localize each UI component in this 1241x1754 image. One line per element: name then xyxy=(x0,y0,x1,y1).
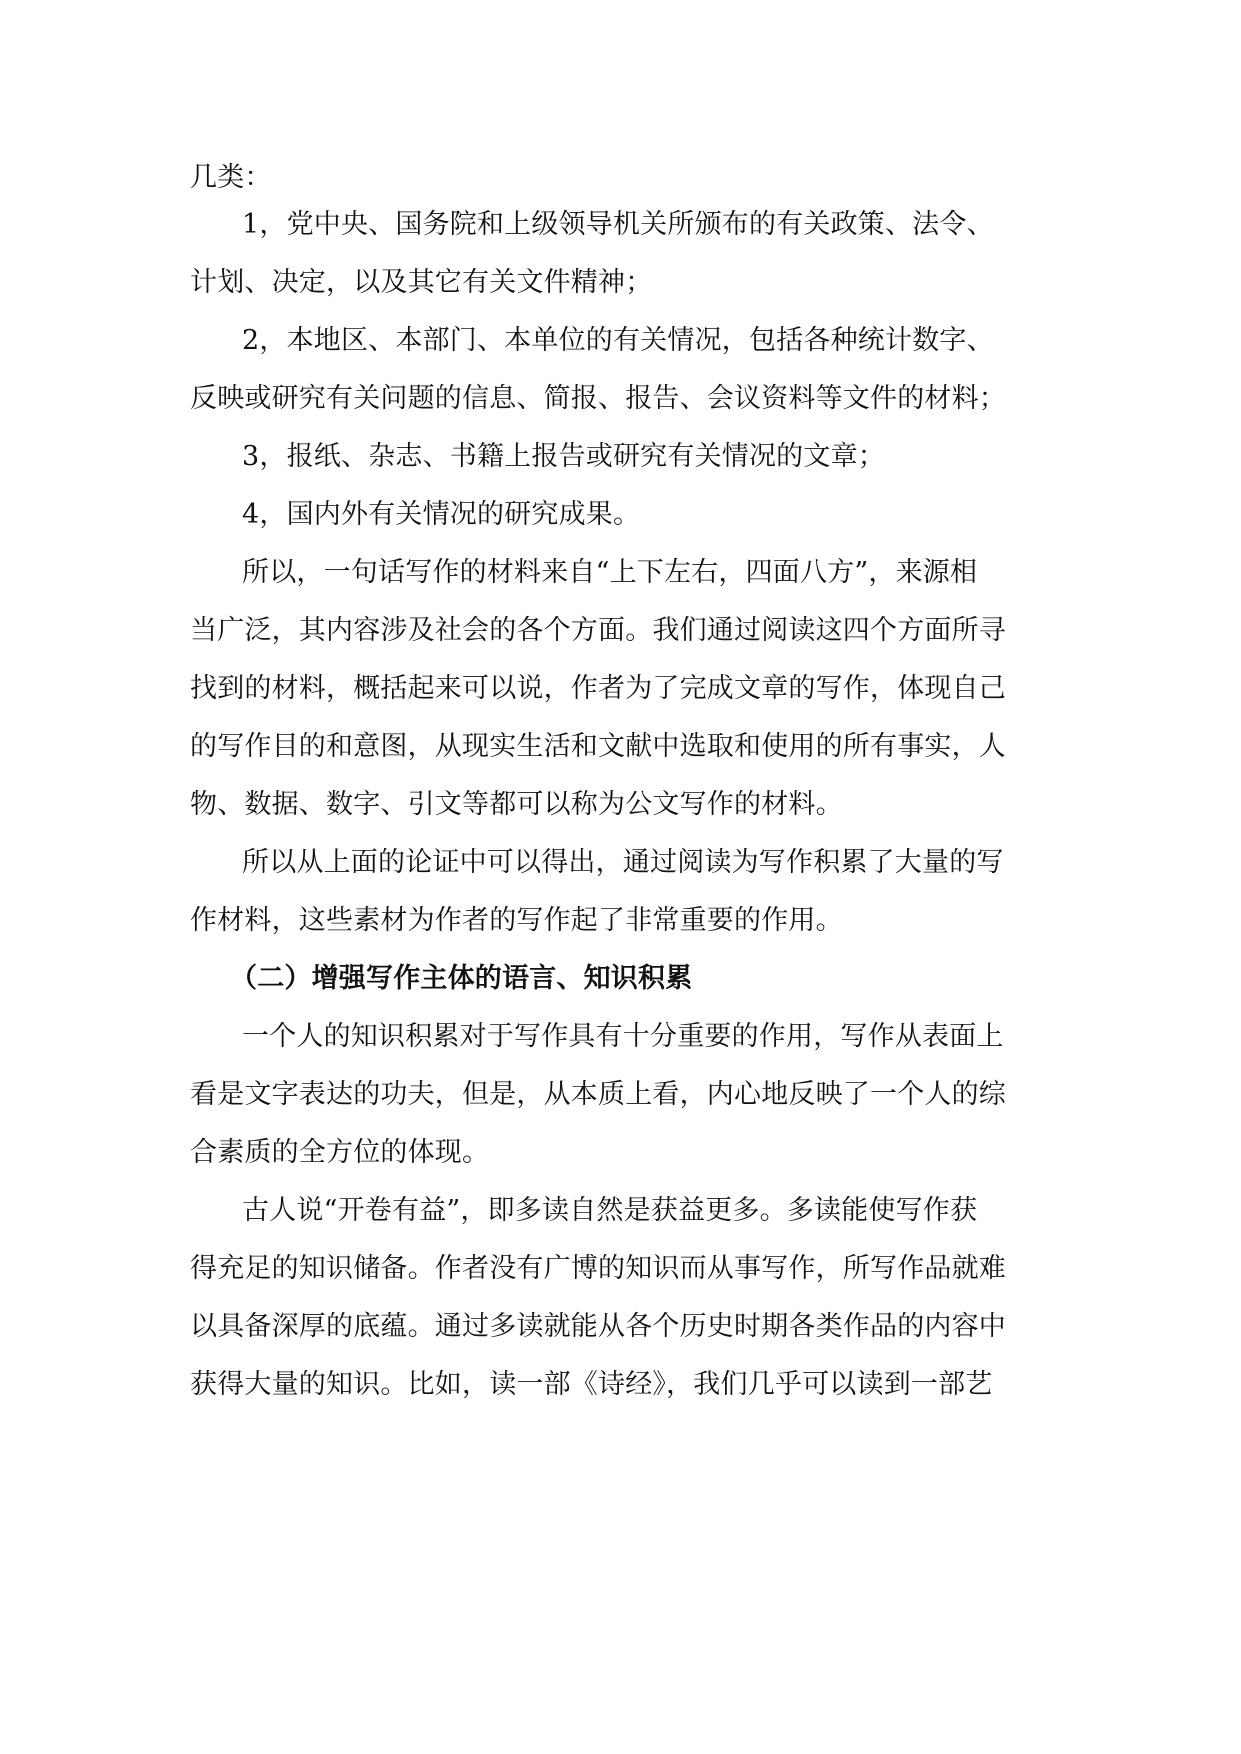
list-item-1-cont: 计划、决定，以及其它有关文件精神； xyxy=(190,267,653,298)
list-item-4: 4，国内外有关情况的研究成果。 xyxy=(242,499,641,530)
paragraph-line: 获得大量的知识。比如，读一部《诗经》，我们几乎可以读到一部艺 xyxy=(190,1369,993,1400)
paragraph-line: 的写作目的和意图，从现实生活和文献中选取和使用的所有事实，人 xyxy=(190,731,1006,762)
list-item-1: 1，党中央、国务院和上级领导机关所颁布的有关政策、法令、 xyxy=(242,209,994,240)
paragraph-line: 古人说“开卷有益”，即多读自然是获益更多。多读能使写作获 xyxy=(242,1195,978,1226)
paragraph-line: 合素质的全方位的体现。 xyxy=(190,1137,490,1168)
list-item-2-cont: 反映或研究有关问题的信息、简报、报告、会议资料等文件的材料； xyxy=(190,383,1006,414)
paragraph-line: 物、数据、数字、引文等都可以称为公文写作的材料。 xyxy=(190,789,843,820)
text-line-continuation: 几类： xyxy=(190,162,272,193)
paragraph-line: 作材料，这些素材为作者的写作起了非常重要的作用。 xyxy=(190,905,843,936)
paragraph-line: 找到的材料，概括起来可以说，作者为了完成文章的写作，体现自己 xyxy=(190,673,1006,704)
paragraph-line: 所以从上面的论证中可以得出，通过阅读为写作积累了大量的写 xyxy=(242,847,1004,878)
paragraph-line: 所以，一句话写作的材料来自“上下左右，四面八方”，来源相 xyxy=(242,557,978,588)
paragraph-line: 当广泛，其内容涉及社会的各个方面。我们通过阅读这四个方面所寻 xyxy=(190,615,1006,646)
paragraph-line: 得充足的知识储备。作者没有广博的知识而从事写作，所写作品就难 xyxy=(190,1253,1006,1284)
paragraph-line: 以具备深厚的底蕴。通过多读就能从各个历史时期各类作品的内容中 xyxy=(190,1311,1006,1342)
paragraph-line: 看是文字表达的功夫，但是，从本质上看，内心地反映了一个人的综 xyxy=(190,1079,1006,1110)
list-item-3: 3，报纸、杂志、书籍上报告或研究有关情况的文章； xyxy=(242,441,885,472)
list-item-2: 2，本地区、本部门、本单位的有关情况，包括各种统计数字、 xyxy=(242,325,994,356)
paragraph-line: 一个人的知识积累对于写作具有十分重要的作用，写作从表面上 xyxy=(242,1021,1004,1052)
section-heading: （二）增强写作主体的语言、知识积累 xyxy=(230,963,693,994)
